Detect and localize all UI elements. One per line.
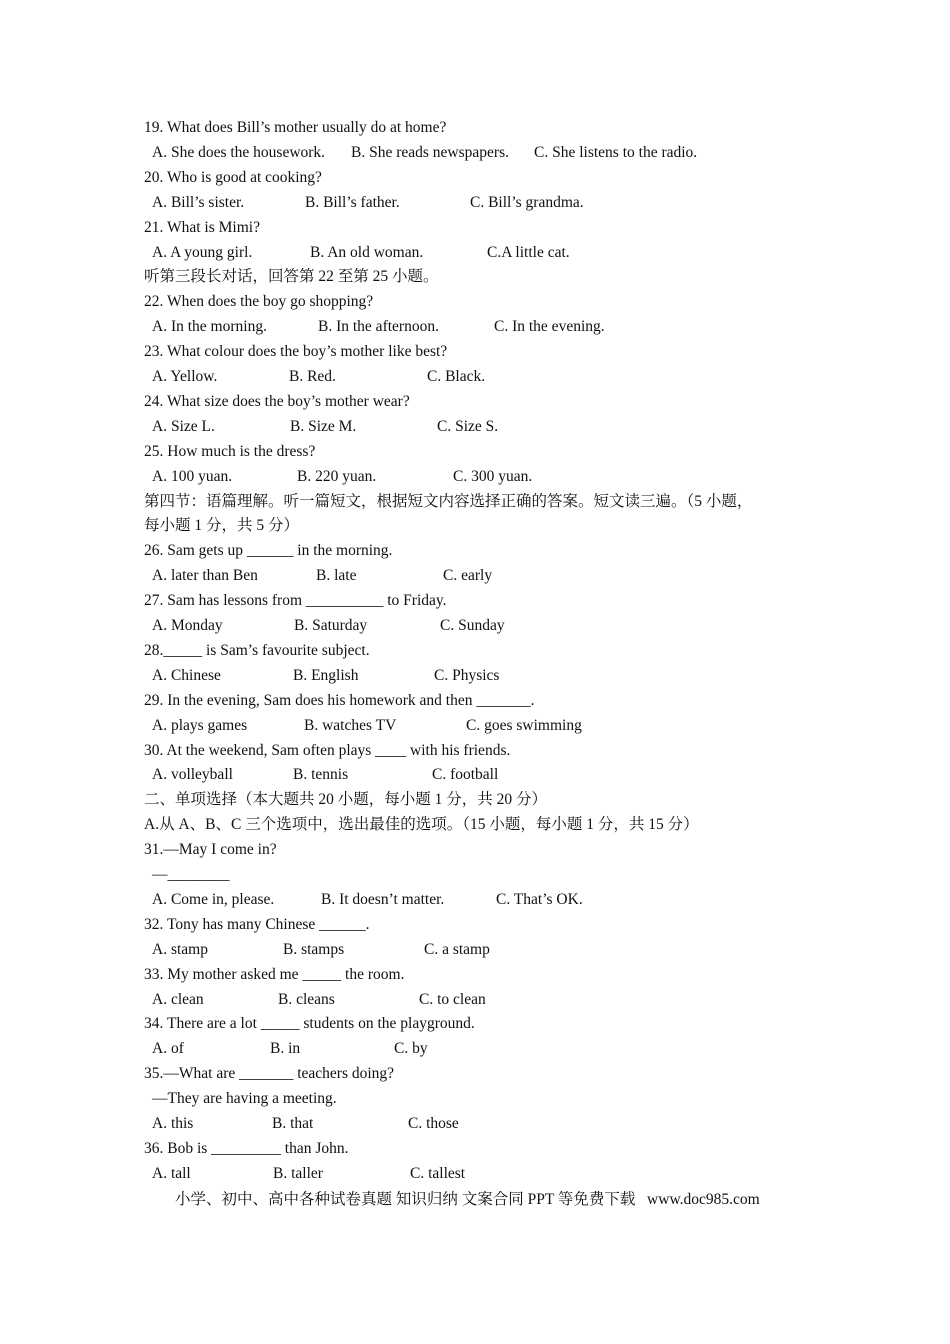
answer-option: C. Sunday xyxy=(440,617,505,634)
answer-option: A. stamp xyxy=(152,940,208,958)
reply-line: —They are having a meeting. xyxy=(152,1090,337,1108)
question-text: 35.—What are _______ teachers doing? xyxy=(144,1065,395,1083)
answer-option: C. Bill’s grandma. xyxy=(470,193,584,211)
answer-option: C. football xyxy=(432,766,499,784)
page-footer: 小学、初中、高中各种试卷真题 知识归纳 文案合同 PPT 等免费下载 www.doc985.com xyxy=(175,1191,760,1208)
answer-option: B. that xyxy=(272,1115,314,1132)
question-text: 33. My mother asked me _____ the room. xyxy=(144,965,405,983)
answer-option: C. goes swimming xyxy=(466,716,582,734)
answer-option: A. Yellow. xyxy=(152,368,218,385)
answer-option: C. by xyxy=(394,1040,428,1058)
answer-option: C. She listens to the radio. xyxy=(534,143,698,161)
question-text: 29. In the evening, Sam does his homework and then _______. xyxy=(144,691,535,709)
answer-option: A. Chinese xyxy=(152,666,221,684)
section-heading: 听第三段长对话，回答第 22 至第 25 小题。 xyxy=(144,268,439,286)
question-text: 24. What size does the boy’s mother wear? xyxy=(144,392,410,410)
question-text: 30. At the weekend, Sam often plays ____ with his friends. xyxy=(144,741,511,759)
answer-option: B. taller xyxy=(273,1164,323,1182)
question-text: 36. Bob is _________ than John. xyxy=(144,1139,349,1157)
reply-line: —________ xyxy=(152,866,230,883)
answer-option: B. tennis xyxy=(293,766,349,784)
question-text: 23. What colour does the boy’s mother like best? xyxy=(144,343,448,361)
answer-option: A. clean xyxy=(152,990,204,1008)
answer-option: A. this xyxy=(152,1115,194,1132)
answer-option: C. early xyxy=(443,567,493,585)
answer-option: A. Bill’s sister. xyxy=(152,193,245,211)
answer-option: B. in xyxy=(270,1040,301,1058)
question-text: 21. What is Mimi? xyxy=(144,218,260,236)
answer-option: C. a stamp xyxy=(424,940,490,958)
answer-option: B. Size M. xyxy=(290,417,357,435)
answer-option: B. Saturday xyxy=(294,617,368,634)
section-heading: 每小题 1 分，共 5 分） xyxy=(144,517,300,535)
answer-option: A. of xyxy=(152,1040,184,1058)
section-heading: 第四节：语篇理解。听一篇短文，根据短文内容选择正确的答案。短文读三遍。（5 小题， xyxy=(144,492,753,510)
answer-option: C. to clean xyxy=(419,990,486,1008)
answer-option: B. late xyxy=(316,567,357,585)
question-text: 28._____ is Sam’s favourite subject. xyxy=(144,641,370,659)
answer-option: A. later than Ben xyxy=(152,567,258,585)
answer-option: B. 220 yuan. xyxy=(297,467,377,485)
answer-option: A. In the morning. xyxy=(152,318,267,336)
answer-option: C.A little cat. xyxy=(487,243,570,261)
answer-option: C. tallest xyxy=(410,1164,466,1182)
question-text: 25. How much is the dress? xyxy=(144,442,316,460)
answer-option: A. Come in, please. xyxy=(152,890,275,908)
question-text: 31.—May I come in? xyxy=(144,841,277,859)
answer-option: B. Bill’s father. xyxy=(305,193,400,211)
answer-option: A. A young girl. xyxy=(152,243,253,261)
answer-option: A. Monday xyxy=(152,617,223,634)
question-text: 26. Sam gets up ______ in the morning. xyxy=(144,542,393,560)
question-text: 27. Sam has lessons from __________ to Friday. xyxy=(144,592,447,610)
section-heading: 二、单项选择（本大题共 20 小题，每小题 1 分，共 20 分） xyxy=(144,791,548,809)
section-heading: A.从 A、B、C 三个选项中，选出最佳的选项。（15 小题，每小题 1 分，共 15 分） xyxy=(144,816,699,834)
question-text: 32. Tony has many Chinese ______. xyxy=(144,915,370,933)
answer-option: B. stamps xyxy=(283,940,345,958)
answer-option: A. volleyball xyxy=(152,766,233,784)
question-text: 19. What does Bill’s mother usually do at home? xyxy=(144,119,447,136)
answer-option: B. It doesn’t matter. xyxy=(321,890,445,908)
answer-option: A. 100 yuan. xyxy=(152,467,233,485)
answer-option: A. She does the housework. xyxy=(152,143,326,161)
answer-option: B. watches TV xyxy=(304,716,397,734)
answer-option: A. plays games xyxy=(152,716,248,734)
question-text: 22. When does the boy go shopping? xyxy=(144,293,374,311)
answer-option: A. tall xyxy=(152,1164,191,1182)
answer-option: C. those xyxy=(408,1115,459,1132)
answer-option: B. Red. xyxy=(289,368,336,385)
answer-option: C. Size S. xyxy=(437,417,499,435)
answer-option: B. cleans xyxy=(278,990,335,1008)
answer-option: C. Physics xyxy=(434,666,500,684)
answer-option: C. Black. xyxy=(427,368,486,385)
answer-option: B. She reads newspapers. xyxy=(351,143,509,161)
answer-option: B. An old woman. xyxy=(310,243,424,261)
answer-option: A. Size L. xyxy=(152,417,215,435)
answer-option: C. 300 yuan. xyxy=(453,467,533,485)
answer-option: C. In the evening. xyxy=(494,318,605,336)
answer-option: C. That’s OK. xyxy=(496,890,583,908)
question-text: 20. Who is good at cooking? xyxy=(144,168,322,186)
question-text: 34. There are a lot _____ students on the playground. xyxy=(144,1015,475,1033)
answer-option: B. In the afternoon. xyxy=(318,318,439,336)
answer-option: B. English xyxy=(293,666,359,684)
